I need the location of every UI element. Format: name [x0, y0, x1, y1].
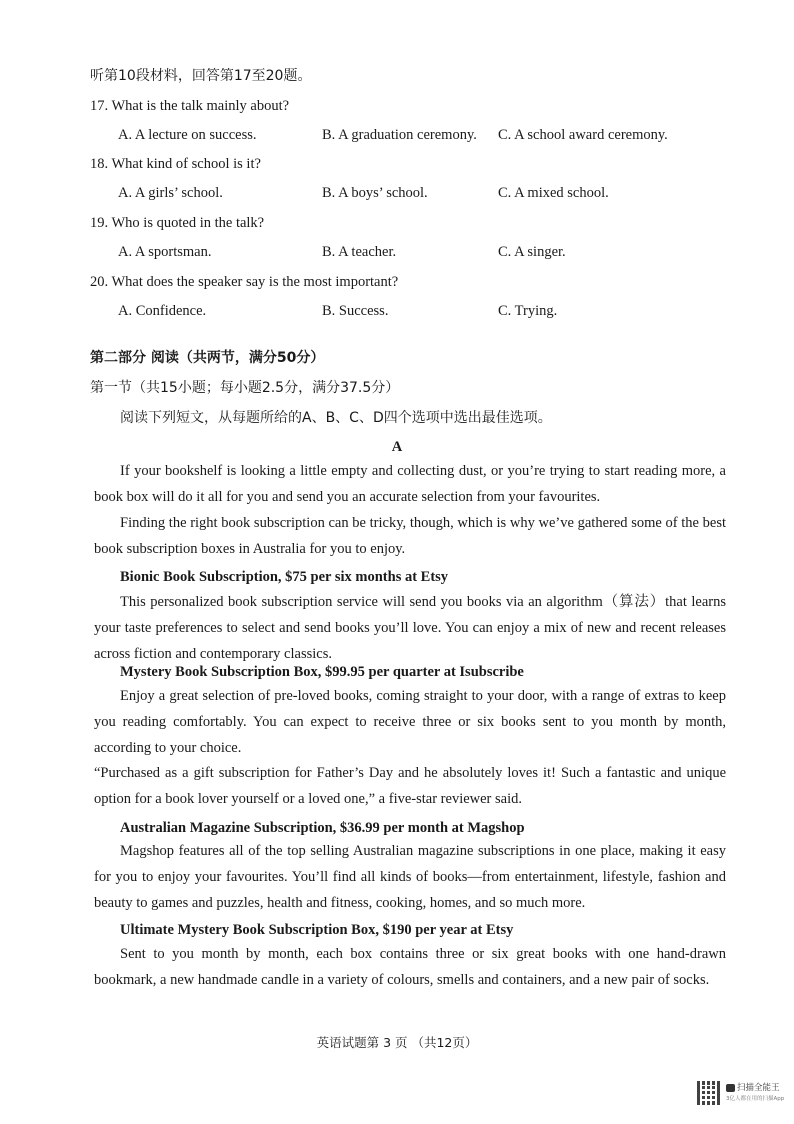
- section-heading-mystery: Mystery Book Subscription Box, $99.95 per quarter at Isubscribe: [120, 664, 524, 680]
- option-18-a: A. A girls’ school.: [118, 185, 223, 201]
- question-number: 18.: [90, 156, 109, 172]
- option-17-a: A. A lecture on success.: [118, 127, 257, 143]
- option-17-c: C. A school award ceremony.: [498, 127, 668, 143]
- review-quote: “Purchased as a gift subscription for Father’s Day and he absolutely loves it! Such a fantastic and unique option for a book lover yourself or a loved one,” a five-star reviewer said.: [94, 765, 726, 807]
- reading-part-title: 第二部分 阅读（共两节，满分50分）: [90, 350, 325, 366]
- option-17-b: B. A graduation ceremony.: [322, 127, 477, 143]
- option-18-b: B. A boys’ school.: [322, 185, 428, 201]
- page-footer: 英语试题第 3 页 （共12页）: [316, 1035, 478, 1050]
- question-text: What is the talk mainly about?: [111, 98, 290, 114]
- question-17: [90, 97, 289, 115]
- section-body-ultimate: Sent to you month by month, each box contains three or six great books with one hand-drawn bookmark, a new handmade candle in a variety of colours, smells and containers, and a new pair of socks.: [94, 946, 726, 988]
- option-19-b: B. A teacher.: [322, 244, 397, 260]
- passage-label: A: [391, 439, 403, 455]
- listening-intro: 听第10段材料，回答第17至20题。: [90, 68, 312, 84]
- section-body-bionic: This personalized book subscription service will send you books via an algorithm（算法）that learns your taste preferences to select and send books you’ll love. You can enjoy a mix of new and recent releases across fiction and contemporary classics.: [94, 594, 726, 662]
- scanner-sub: 3亿人都在用的扫描App: [726, 1096, 785, 1102]
- question-number: 17.: [90, 98, 109, 114]
- section-body-magshop: Magshop features all of the top selling Australian magazine subscriptions in one place, making it easy for you to enjoy your favourites. You’ll find all kinds of books—from entertainment, lifestyle, fashion and beauty to games and puzzles, health and fitness, cooking, homes, and so much more.: [94, 843, 726, 911]
- scanner-logo-icon: [726, 1084, 735, 1092]
- reading-section-title: 第一节（共15小题；每小题2.5分，满分37.5分）: [90, 380, 400, 396]
- question-19: [90, 214, 264, 232]
- question-text: What does the speaker say is the most important?: [111, 274, 399, 290]
- scanner-watermark: [726, 1083, 784, 1104]
- section-body-mystery: Enjoy a great selection of pre-loved books, coming straight to your door, with a range of extras to keep you reading comfortably. You can expect to receive three or six books sent to you month by month, according to your choice.: [94, 688, 726, 756]
- question-number: 19.: [90, 215, 109, 231]
- question-text: What kind of school is it?: [111, 156, 261, 172]
- option-20-b: B. Success.: [322, 303, 389, 319]
- option-18-c: C. A mixed school.: [498, 185, 609, 201]
- option-20-c: C. Trying.: [498, 303, 558, 319]
- section-heading-bionic: Bionic Book Subscription, $75 per six months at Etsy: [120, 569, 449, 585]
- option-19-a: A. A sportsman.: [118, 244, 212, 260]
- option-20-a: A. Confidence.: [118, 303, 207, 319]
- scanner-brand: 扫描全能王: [737, 1083, 780, 1093]
- reading-instruction: 阅读下列短文，从每题所给的A、B、C、D四个选项中选出最佳选项。: [120, 410, 552, 426]
- intro-paragraph-2: Finding the right book subscription can be tricky, though, which is why we’ve gathered some of the best book subscription boxes in Australia for you to enjoy.: [94, 515, 726, 557]
- question-18: [90, 155, 261, 173]
- section-heading-ultimate: Ultimate Mystery Book Subscription Box, $190 per year at Etsy: [120, 922, 514, 938]
- qr-code-icon: [697, 1081, 721, 1105]
- question-number: 20.: [90, 274, 109, 290]
- intro-paragraph-1: If your bookshelf is looking a little empty and collecting dust, or you’re trying to start reading more, a book box will do it all for you and send you an accurate selection from your favourites.: [94, 463, 726, 505]
- section-heading-magshop: Australian Magazine Subscription, $36.99 per month at Magshop: [120, 820, 525, 836]
- option-19-c: C. A singer.: [498, 244, 566, 260]
- question-text: Who is quoted in the talk?: [111, 215, 265, 231]
- question-20: [90, 273, 398, 291]
